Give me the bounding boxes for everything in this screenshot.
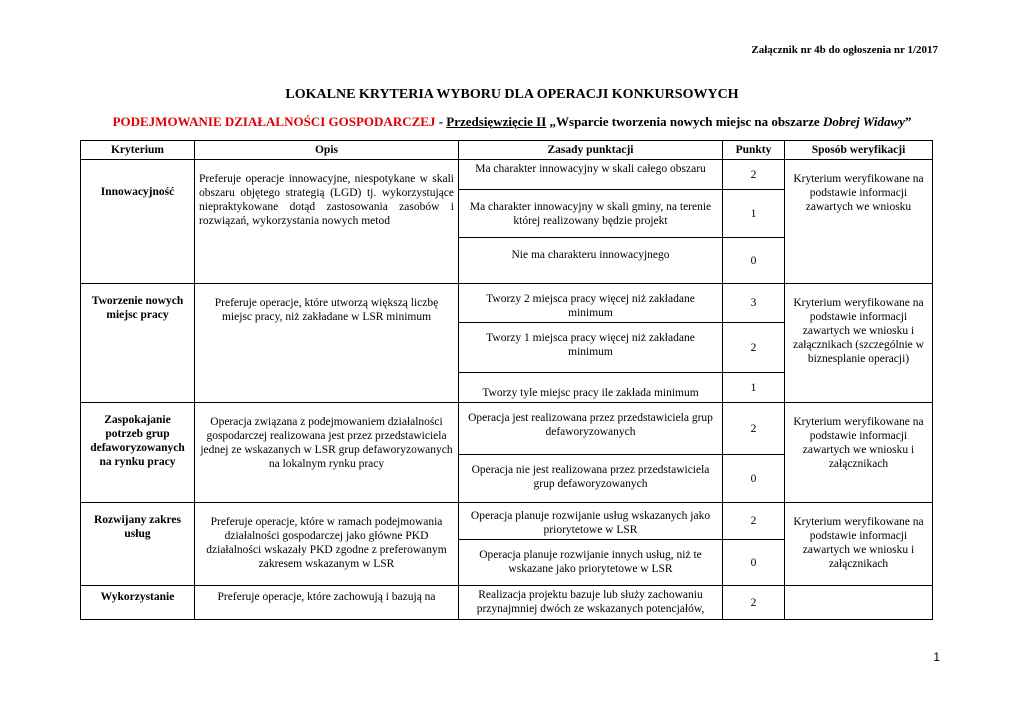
scoring-rule: Operacja nie jest realizowana przez przedstawiciela grup defaworyzowanych (459, 455, 723, 503)
criterion-name: Rozwijany zakres usług (81, 503, 195, 586)
points-value: 3 (723, 284, 785, 323)
annex-label: Załącznik nr 4b do ogłoszenia nr 1/2017 (751, 44, 938, 56)
points-value: 0 (723, 238, 785, 284)
criterion-name: Innowacyjność (81, 160, 195, 284)
points-value: 2 (723, 403, 785, 455)
subtitle-italic: Dobrej Widawy (822, 114, 905, 129)
points-value: 2 (723, 586, 785, 620)
criterion-description: Preferuje operacje, które utworzą większą liczbę miejsc pracy, niż zakładane w LSR minimum (195, 284, 459, 403)
verification-method: Kryterium weryfikowane na podstawie informacji zawartych we wniosku i załącznikach (785, 403, 933, 503)
points-value: 1 (723, 373, 785, 403)
points-value: 1 (723, 190, 785, 238)
scoring-rule: Tworzy 1 miejsca pracy więcej niż zakładane minimum (459, 323, 723, 373)
verification-method: Kryterium weryfikowane na podstawie informacji zawartych we wniosku (785, 160, 933, 284)
page-number: 1 (933, 650, 940, 664)
criterion-name: Wykorzystanie (81, 586, 195, 620)
header-weryfikacja: Sposób weryfikacji (785, 141, 933, 160)
points-value: 2 (723, 323, 785, 373)
header-opis: Opis (195, 141, 459, 160)
header-kryterium: Kryterium (81, 141, 195, 160)
subtitle-end: ” (904, 114, 912, 129)
subtitle-red: PODEJMOWANIE DZIAŁALNOŚCI GOSPODARCZEJ (112, 114, 436, 129)
subtitle-text: „Wsparcie tworzenia nowych miejsc na obszarze (546, 114, 823, 129)
scoring-rule: Tworzy 2 miejsca pracy więcej niż zakładane minimum (459, 284, 723, 323)
scoring-rule: Operacja planuje rozwijanie innych usług, niż te wskazane jako priorytetowe w LSR (459, 540, 723, 586)
verification-method: Kryterium weryfikowane na podstawie informacji zawartych we wniosku i załącznikach (szczególnie w biznesplanie operacji) (785, 284, 933, 403)
scoring-rule: Operacja planuje rozwijanie usług wskazanych jako priorytetowe w LSR (459, 503, 723, 540)
criterion-description: Preferuje operacje, które w ramach podejmowania działalności gospodarczej jako główne PKD działalności wskazały PKD zgodne z preferowanym zakresem wskazanym w LSR (195, 503, 459, 586)
table-row (81, 503, 933, 540)
points-value: 2 (723, 160, 785, 190)
scoring-rule: Ma charakter innowacyjny w skali gminy, na terenie której realizowany będzie projekt (459, 190, 723, 238)
criterion-description: Preferuje operacje innowacyjne, niespotykane w skali obszaru objętego strategią (LGD) tj. wykorzystujące niepraktykowane dotąd zastosowania zasobów i rozwiązań, wykorzystania nowych metod (195, 160, 459, 284)
table-row (81, 284, 933, 323)
scoring-rule: Realizacja projektu bazuje lub służy zachowaniu przynajmniej dwóch ze wskazanych potencjałów, (459, 586, 723, 620)
header-zasady: Zasady punktacji (459, 141, 723, 160)
verification-method: Kryterium weryfikowane na podstawie informacji zawartych we wniosku i załącznikach (785, 503, 933, 586)
scoring-rule: Nie ma charakteru innowacyjnego (459, 238, 723, 284)
verification-method (785, 586, 933, 620)
points-value: 0 (723, 455, 785, 503)
document-subtitle (0, 114, 1024, 130)
points-value: 0 (723, 540, 785, 586)
criterion-description: Operacja związana z podejmowaniem działalności gospodarczej realizowana jest przez przedstawiciela jednej ze wskazanych w LSR grup defaworyzowanych na lokalnym rynku pracy (195, 403, 459, 503)
header-punkty: Punkty (723, 141, 785, 160)
table-row (81, 586, 933, 620)
criterion-name: Tworzenie nowych miejsc pracy (81, 284, 195, 403)
document-title: LOKALNE KRYTERIA WYBORU DLA OPERACJI KONKURSOWYCH (285, 87, 739, 102)
table-header-row (81, 141, 933, 160)
table-row (81, 160, 933, 190)
scoring-rule: Tworzy tyle miejsc pracy ile zakłada minimum (459, 373, 723, 403)
scoring-rule: Ma charakter innowacyjny w skali całego obszaru (459, 160, 723, 190)
subtitle-project: Przedsięwzięcie II (446, 114, 547, 129)
points-value: 2 (723, 503, 785, 540)
criteria-table (80, 140, 933, 620)
scoring-rule: Operacja jest realizowana przez przedstawiciela grup defaworyzowanych (459, 403, 723, 455)
table-row (81, 403, 933, 455)
criterion-description: Preferuje operacje, które zachowują i bazują na (195, 586, 459, 620)
criterion-name: Zaspokajanie potrzeb grup defaworyzowanych na rynku pracy (81, 403, 195, 503)
subtitle-separator: - (435, 114, 447, 129)
